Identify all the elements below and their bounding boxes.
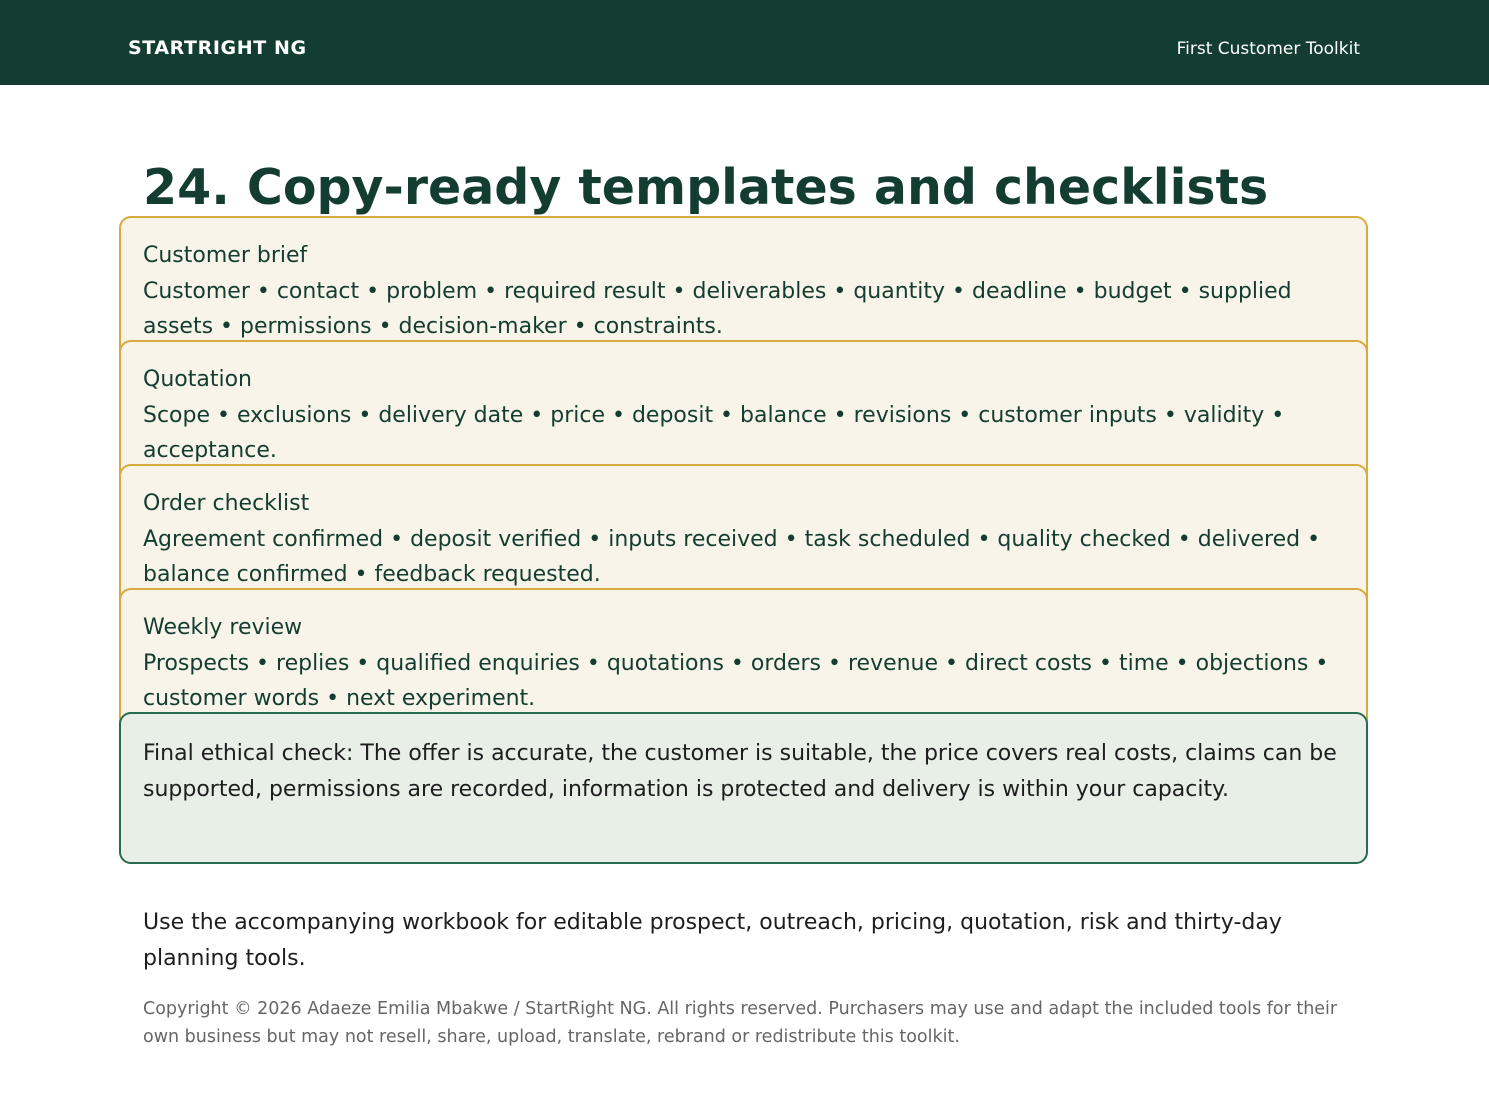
workbook-note: Use the accompanying workbook for editable prospect, outreach, pricing, quotation, risk and thirty-day planning tools. (143, 910, 1282, 971)
toolkit-name: First Customer Toolkit (1176, 39, 1360, 59)
top-header-bar (0, 0, 1489, 85)
card-title: Customer brief (143, 243, 308, 268)
section-title: 24. Copy-ready templates and checklists (143, 159, 1269, 216)
card-body: Scope • exclusions • delivery date • price • deposit • balance • revisions • customer inputs • validity • acceptance. (143, 403, 1285, 463)
copyright-notice: Copyright © 2026 Adaeze Emilia Mbakwe / StartRight NG. All rights reserved. Purchasers may use and adapt the included tools for their own business but may not resell, share, upload, translate, rebrand or redistribute this toolkit. (143, 999, 1338, 1047)
card-body: Prospects • replies • qualified enquiries • quotations • orders • revenue • direct costs • time • objections • customer words • next experiment. (143, 651, 1329, 711)
card-title: Order checklist (143, 491, 310, 516)
ethical-check-text: Final ethical check: The offer is accurate, the customer is suitable, the price covers real costs, claims can be supported, permissions are recorded, information is protected and delivery is within your capacity. (143, 741, 1337, 802)
ethical-check-callout (119, 712, 1368, 864)
card-body: Agreement confirmed • deposit verified • inputs received • task scheduled • quality checked • delivered • balance confirmed • feedback requested. (143, 527, 1321, 587)
card-title: Quotation (143, 367, 252, 392)
brand-name: STARTRIGHT NG (128, 37, 307, 59)
card-body: Customer • contact • problem • required result • deliverables • quantity • deadline • budget • supplied assets • permissions • decision-maker • constraints. (143, 279, 1292, 339)
card-title: Weekly review (143, 615, 303, 640)
